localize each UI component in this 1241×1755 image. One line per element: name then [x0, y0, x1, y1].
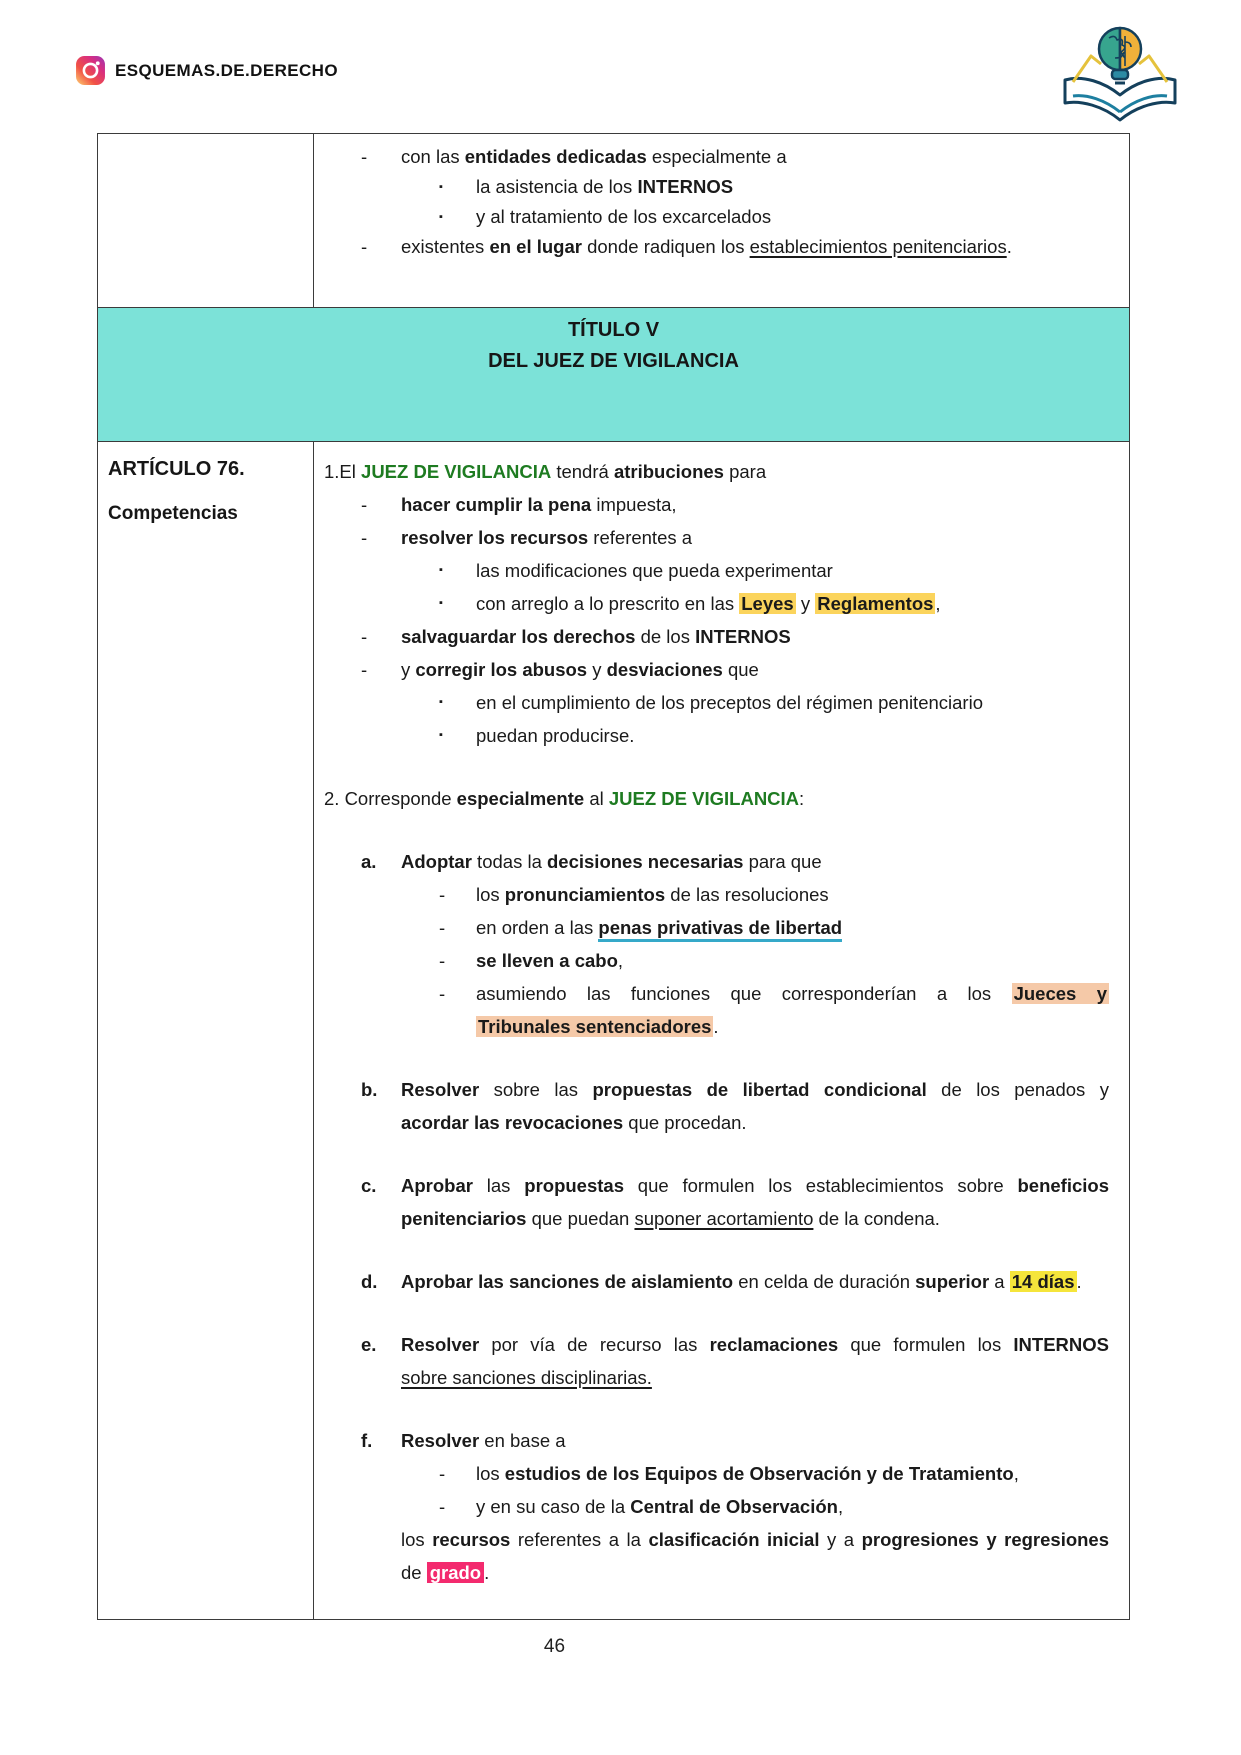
text-line — [324, 1328, 1109, 1361]
bullet-marker: ▪ — [439, 696, 443, 708]
letter-marker: e. — [361, 1334, 377, 1355]
text-run: reclamaciones — [709, 1334, 839, 1355]
text-line — [324, 1556, 1109, 1589]
text-line — [324, 686, 1109, 719]
text-run: Aprobar las sanciones de aislamiento — [401, 1271, 734, 1292]
text-line — [324, 977, 1109, 1010]
text-line — [324, 521, 1109, 554]
text-line — [324, 1106, 1109, 1139]
text-line — [324, 944, 1109, 977]
text-run: beneficios — [1017, 1175, 1109, 1196]
empty-label-cell — [98, 134, 314, 307]
text-run: , — [617, 950, 624, 971]
text-line — [324, 1361, 1109, 1394]
letter-marker: a. — [361, 851, 377, 872]
text-run: . — [1076, 1271, 1082, 1292]
text-run: : — [799, 788, 805, 809]
text-run: puedan producirse. — [476, 725, 635, 746]
bullet-marker: ▪ — [439, 564, 443, 576]
text-run: los — [401, 1529, 433, 1550]
text-run: referentes a — [588, 527, 693, 548]
text-run: de la condena. — [813, 1208, 940, 1229]
content-block — [324, 1073, 1109, 1139]
text-run: y — [587, 659, 607, 680]
text-line — [324, 878, 1109, 911]
text-line — [324, 172, 1109, 202]
text-line — [324, 1490, 1109, 1523]
text-run: los — [476, 1463, 505, 1484]
text-run: suponer acortamiento — [634, 1208, 814, 1229]
text-run: acordar las revocaciones — [401, 1112, 624, 1133]
text-run: Adoptar — [401, 851, 472, 872]
text-run: con las — [401, 146, 465, 167]
text-run: , — [837, 1496, 844, 1517]
text-line — [324, 620, 1109, 653]
text-run: en el cumplimiento de los preceptos del régimen penitenciario — [476, 692, 983, 713]
text-run: y — [401, 659, 416, 680]
text-run: que puedan — [526, 1208, 635, 1229]
text-run: establecimientos penitenciarios — [749, 236, 1007, 257]
text-run: clasificación inicial — [648, 1529, 820, 1550]
text-run: hacer cumplir la pena — [401, 494, 592, 515]
text-run: . — [484, 1562, 490, 1583]
text-line — [324, 1424, 1109, 1457]
brand-badge — [75, 55, 338, 86]
text-run: recursos — [432, 1529, 511, 1550]
text-run: JUEZ DE VIGILANCIA — [361, 461, 552, 482]
text-run: INTERNOS — [695, 626, 791, 647]
text-line — [324, 1169, 1109, 1202]
text-run: Resolver — [401, 1079, 480, 1100]
text-line — [324, 202, 1109, 232]
text-run: existentes — [401, 236, 490, 257]
banner-title: TÍTULO V — [567, 319, 660, 341]
text-line — [324, 455, 1109, 488]
text-run: superior — [915, 1271, 990, 1292]
text-run: de los — [635, 626, 696, 647]
letter-marker: f. — [361, 1430, 373, 1451]
letter-marker: b. — [361, 1079, 378, 1100]
content-block — [324, 1328, 1109, 1394]
text-run: las — [472, 1175, 525, 1196]
text-run: para que — [743, 851, 822, 872]
text-run: tendrá — [551, 461, 614, 482]
content-block — [324, 455, 1109, 752]
text-run: de las resoluciones — [665, 884, 829, 905]
text-run: pronunciamientos — [504, 884, 666, 905]
text-line — [324, 1202, 1109, 1235]
text-run: INTERNOS — [637, 176, 734, 197]
text-run: en orden a las — [476, 917, 599, 938]
text-run: . — [713, 1016, 719, 1037]
text-run: asumiendo las funciones que corresponderían a los — [476, 983, 1012, 1004]
text-run: con arreglo a lo prescrito en las — [476, 593, 740, 614]
text-run: donde radiquen los — [581, 236, 750, 257]
bullet-marker: - — [439, 1496, 446, 1517]
row1-content — [314, 134, 1129, 307]
content-block — [324, 845, 1109, 1043]
bullet-marker: - — [439, 884, 446, 905]
text-run: y a — [819, 1529, 862, 1550]
bullet-marker: - — [361, 659, 368, 680]
text-run: en celda de duración — [733, 1271, 916, 1292]
text-line — [324, 1073, 1109, 1106]
text-run: al — [584, 788, 609, 809]
bullet-marker: - — [439, 950, 446, 971]
title-banner — [98, 307, 1129, 442]
text-run: de los penados y — [926, 1079, 1109, 1100]
text-run: especialmente — [456, 788, 585, 809]
text-run: progresiones y regresiones — [861, 1529, 1110, 1550]
text-run: , — [935, 593, 941, 614]
schema-table — [97, 133, 1130, 1620]
text-line — [324, 554, 1109, 587]
text-run: salvaguardar los derechos — [401, 626, 636, 647]
text-run: en el lugar — [489, 236, 582, 257]
text-run: se lleven a cabo — [476, 950, 618, 971]
text-run: atribuciones — [613, 461, 724, 482]
text-run: a — [989, 1271, 1010, 1292]
text-run: Reglamentos — [817, 593, 934, 614]
text-run: , — [1013, 1463, 1019, 1484]
text-run: penitenciarios — [401, 1208, 527, 1229]
banner-subtitle: DEL JUEZ DE VIGILANCIA — [488, 350, 739, 372]
brain-book-logo — [1057, 20, 1183, 128]
text-run: grado — [427, 1562, 484, 1583]
text-run: JUEZ DE VIGILANCIA — [608, 788, 800, 809]
text-line — [324, 1265, 1109, 1298]
text-run: impuesta, — [591, 494, 677, 515]
text-line — [324, 232, 1109, 262]
letter-marker: d. — [361, 1271, 378, 1292]
bullet-marker: - — [361, 527, 368, 548]
text-line — [324, 1457, 1109, 1490]
text-line — [324, 653, 1109, 686]
text-run: propuestas — [524, 1175, 624, 1196]
text-run: Jueces y — [1013, 983, 1107, 1004]
text-run: la asistencia de los — [476, 176, 638, 197]
text-run: decisiones necesarias — [547, 851, 744, 872]
text-run: y en su caso de la — [476, 1496, 631, 1517]
article-label-cell — [98, 442, 314, 1619]
text-run: Aprobar — [401, 1175, 473, 1196]
bullet-marker: ▪ — [439, 211, 443, 223]
text-run: que procedan. — [623, 1112, 747, 1133]
text-run: Resolver — [401, 1334, 480, 1355]
bullet-marker: - — [361, 494, 368, 515]
text-line — [324, 911, 1109, 944]
text-line — [324, 719, 1109, 752]
text-run: sobre las — [479, 1079, 593, 1100]
article-content — [314, 442, 1129, 1619]
bullet-marker: ▪ — [439, 597, 443, 609]
text-run: Central de Observación — [630, 1496, 838, 1517]
text-run: corregir los abusos — [415, 659, 588, 680]
table-row-articulo-76 — [98, 442, 1129, 1619]
text-line — [324, 845, 1109, 878]
text-run: los — [476, 884, 505, 905]
brand-text: ESQUEMAS.DE.DERECHO — [115, 60, 338, 80]
text-run: estudios de los Equipos de Observación y de Tratamiento — [504, 1463, 1014, 1484]
content-block — [324, 1424, 1109, 1589]
text-line — [324, 142, 1109, 172]
instagram-icon — [75, 55, 106, 86]
text-run: en base a — [479, 1430, 566, 1451]
bullet-marker: - — [439, 983, 446, 1004]
bullet-marker: - — [361, 626, 368, 647]
text-line — [324, 1523, 1109, 1556]
bullet-marker: - — [361, 236, 368, 257]
letter-marker: c. — [361, 1175, 377, 1196]
text-line — [324, 1010, 1109, 1043]
text-run: y — [795, 593, 816, 614]
text-run: entidades dedicadas — [464, 146, 647, 167]
content-block — [324, 1169, 1109, 1235]
text-run: por vía de recurso las — [479, 1334, 710, 1355]
bullet-marker: - — [361, 146, 368, 167]
text-run: INTERNOS — [1013, 1334, 1109, 1355]
text-run: resolver los recursos — [401, 527, 589, 548]
text-run: referentes a la — [510, 1529, 649, 1550]
text-run: especialmente a — [646, 146, 787, 167]
text-line — [324, 488, 1109, 521]
text-run: 2. Corresponde — [324, 788, 457, 809]
text-run: 14 días — [1011, 1271, 1075, 1292]
text-run: que formulen los — [838, 1334, 1014, 1355]
text-run: que — [722, 659, 759, 680]
text-run: que formulen los establecimientos sobre — [623, 1175, 1018, 1196]
text-run: todas la — [471, 851, 547, 872]
text-line — [324, 782, 1109, 815]
bullet-marker: - — [439, 1463, 446, 1484]
text-run: Leyes — [741, 593, 794, 614]
article-title: ARTÍCULO 76. — [108, 458, 245, 480]
page-number: 46 — [543, 1636, 566, 1657]
text-run: y al tratamiento de los excarcelados — [476, 206, 772, 227]
text-run: 1.El — [324, 461, 362, 482]
text-run: Resolver — [401, 1430, 480, 1451]
article-subtitle: Competencias — [108, 503, 238, 524]
text-run: de — [401, 1562, 427, 1583]
text-run: sobre sanciones disciplinarias. — [401, 1367, 652, 1388]
bullet-marker: ▪ — [439, 729, 443, 741]
bullet-marker: - — [439, 917, 446, 938]
text-run: desviaciones — [606, 659, 723, 680]
text-line — [324, 587, 1109, 620]
text-run: Tribunales sentenciadores — [478, 1016, 712, 1037]
content-block — [324, 782, 1109, 815]
text-run: penas privativas de libertad — [598, 917, 842, 942]
text-run: para — [723, 461, 767, 482]
text-run: propuestas de libertad condicional — [592, 1079, 927, 1100]
text-run: las modificaciones que pueda experimentar — [476, 560, 833, 581]
header — [0, 0, 1241, 133]
content-block — [324, 1265, 1109, 1298]
text-run: . — [1006, 236, 1012, 257]
table-row-entidades — [98, 134, 1129, 307]
bullet-marker: ▪ — [439, 181, 443, 193]
